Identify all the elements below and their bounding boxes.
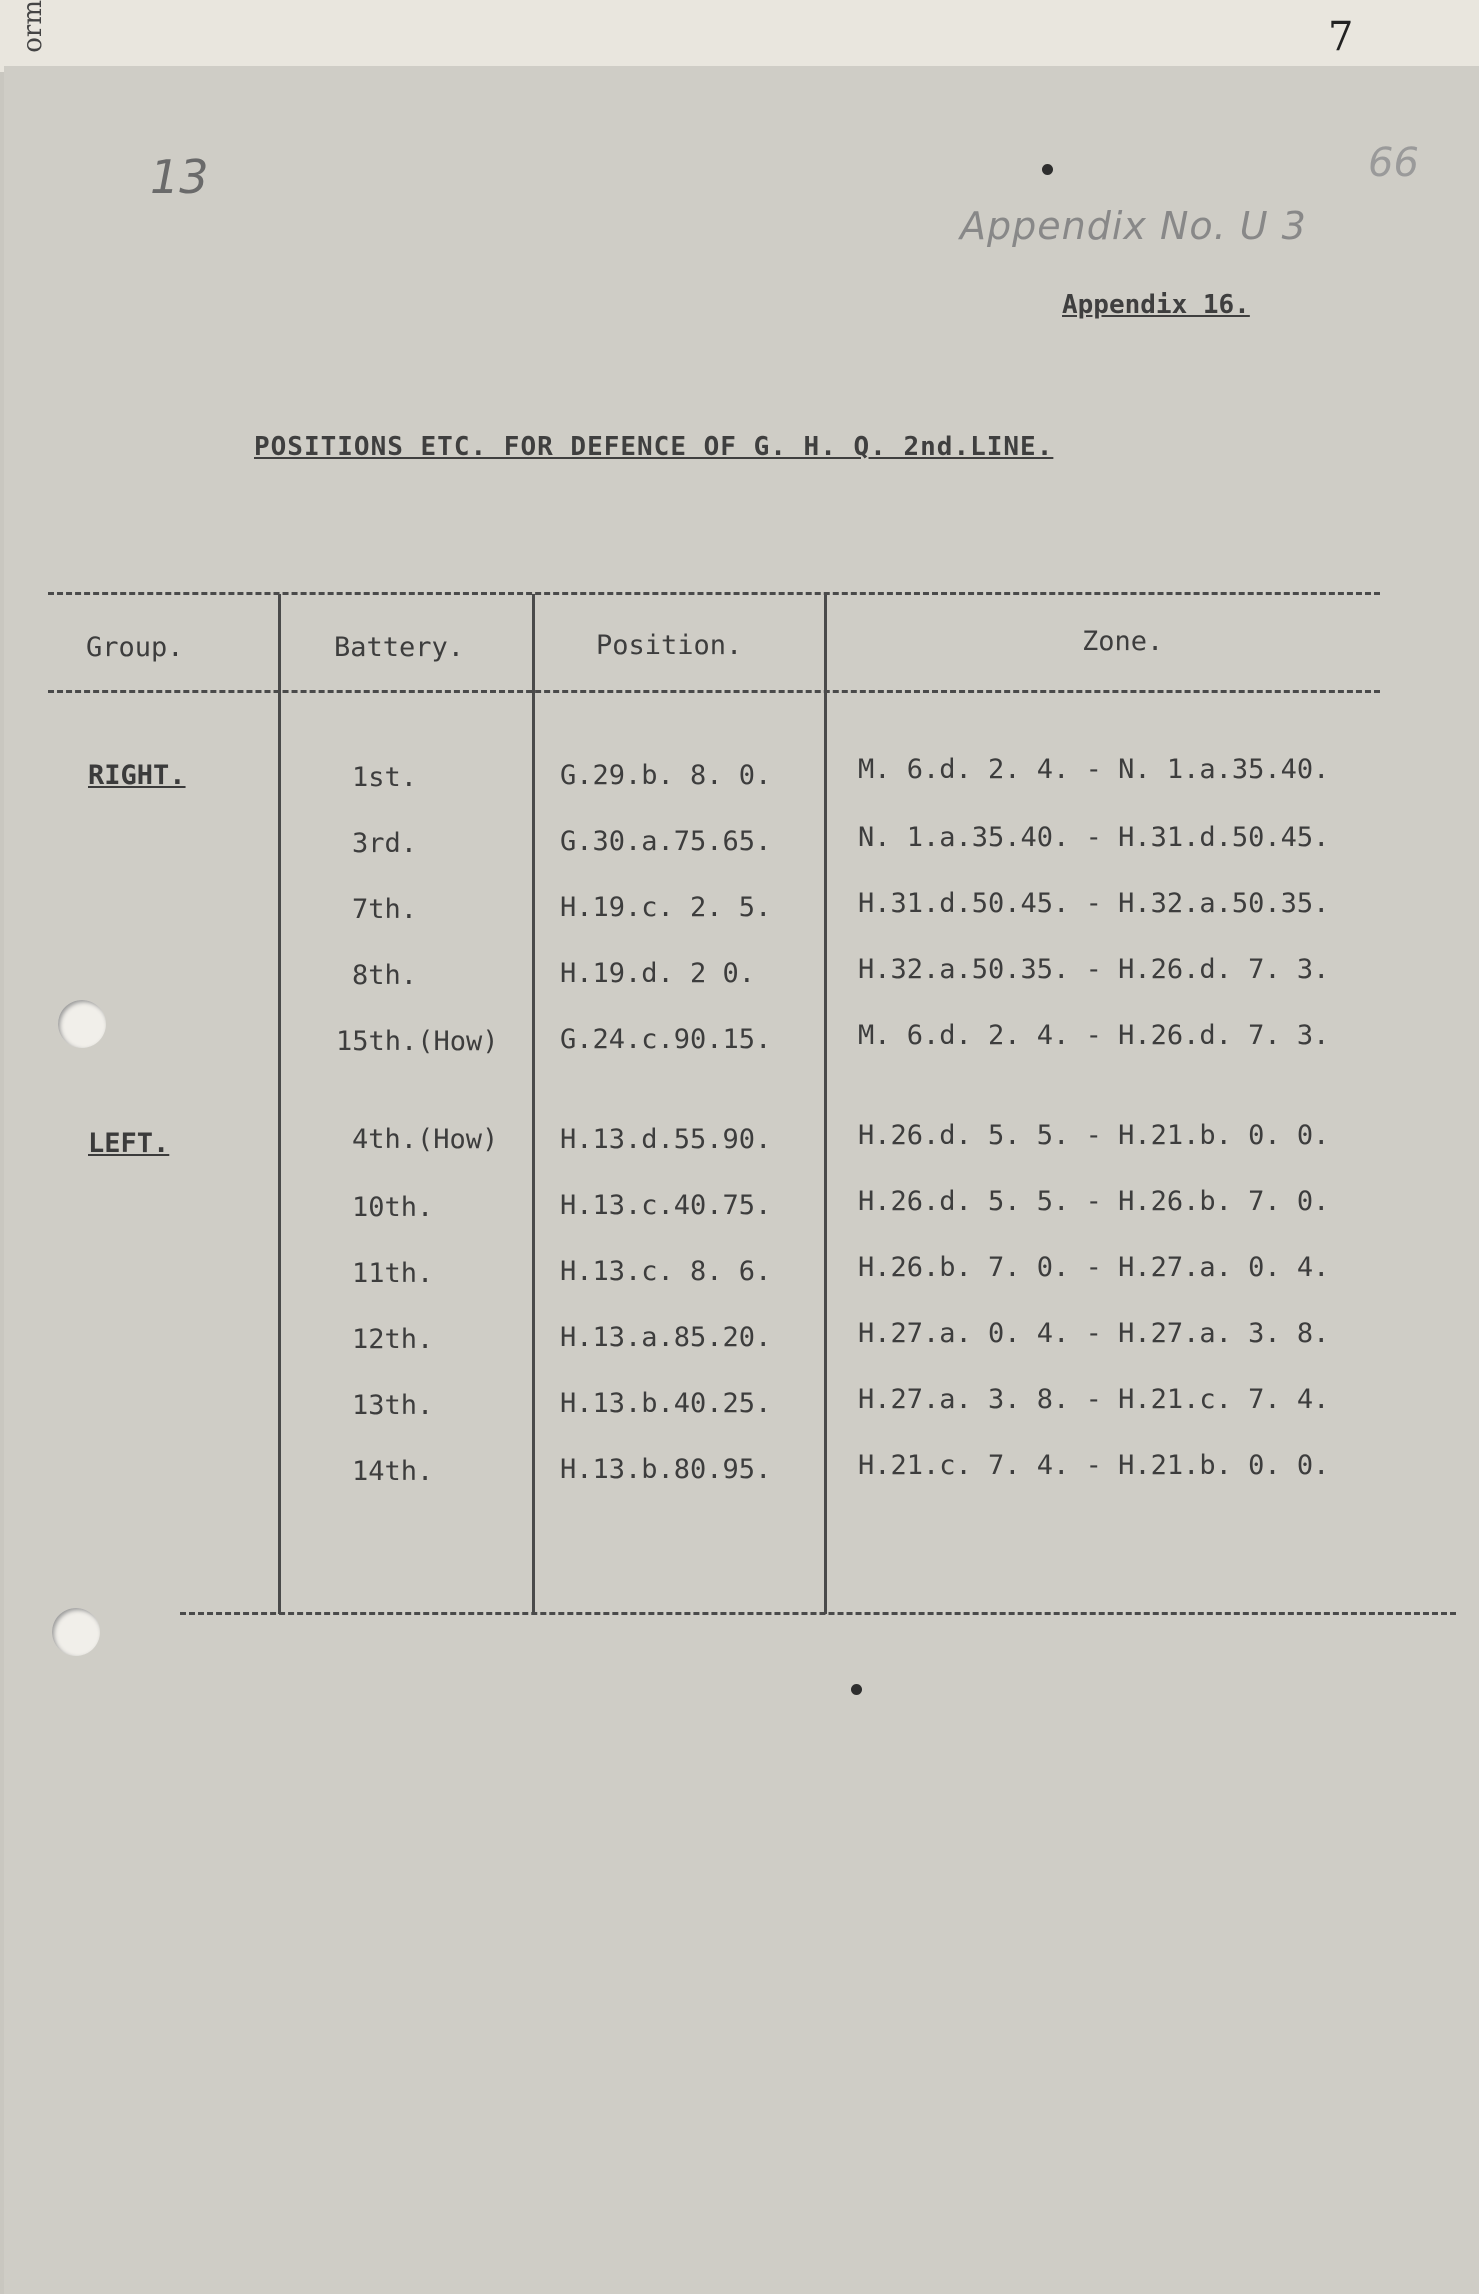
position-cell: H.19.d. 2 0. bbox=[560, 958, 756, 989]
position-cell: H.13.b.40.25. bbox=[560, 1388, 772, 1419]
zone-cell: N. 1.a.35.40. - H.31.d.50.45. bbox=[858, 822, 1330, 853]
battery-cell: 14th. bbox=[352, 1456, 434, 1487]
battery-cell: 8th. bbox=[352, 960, 418, 991]
edge-text: orm bbox=[18, 0, 48, 53]
zone-cell: M. 6.d. 2. 4. - N. 1.a.35.40. bbox=[858, 754, 1330, 785]
position-cell: H.13.a.85.20. bbox=[560, 1322, 772, 1353]
typed-appendix-label: Appendix 16. bbox=[1062, 290, 1250, 320]
zone-cell: H.26.d. 5. 5. - H.21.b. 0. 0. bbox=[858, 1120, 1330, 1151]
position-cell: H.13.b.80.95. bbox=[560, 1454, 772, 1485]
group-label-left: LEFT. bbox=[88, 1128, 170, 1159]
ink-dot bbox=[851, 1684, 862, 1695]
table-header-rule bbox=[48, 690, 1380, 693]
battery-cell: 12th. bbox=[352, 1324, 434, 1355]
header-battery: Battery. bbox=[334, 632, 465, 663]
header-position: Position. bbox=[596, 630, 743, 661]
position-cell: H.13.c.40.75. bbox=[560, 1190, 772, 1221]
punch-hole bbox=[52, 1608, 100, 1656]
document-title: POSITIONS ETC. FOR DEFENCE OF G. H. Q. 2nd.LINE. bbox=[254, 432, 1054, 462]
zone-cell: H.27.a. 3. 8. - H.21.c. 7. 4. bbox=[858, 1384, 1330, 1415]
zone-cell: H.21.c. 7. 4. - H.21.b. 0. 0. bbox=[858, 1450, 1330, 1481]
table-bottom-rule bbox=[180, 1612, 1456, 1615]
zone-cell: H.26.b. 7. 0. - H.27.a. 0. 4. bbox=[858, 1252, 1330, 1283]
position-cell: G.30.a.75.65. bbox=[560, 826, 772, 857]
position-cell: G.24.c.90.15. bbox=[560, 1024, 772, 1055]
battery-cell: 15th.(How) bbox=[336, 1026, 499, 1057]
column-divider bbox=[278, 594, 281, 1614]
table-top-rule bbox=[48, 592, 1380, 595]
punch-hole bbox=[58, 1000, 106, 1048]
handwritten-appendix-label: Appendix No. U 3 bbox=[960, 204, 1307, 248]
zone-cell: H.32.a.50.35. - H.26.d. 7. 3. bbox=[858, 954, 1330, 985]
battery-cell: 7th. bbox=[352, 894, 418, 925]
edge-mark: 7 bbox=[1328, 14, 1354, 60]
zone-cell: H.27.a. 0. 4. - H.27.a. 3. 8. bbox=[858, 1318, 1330, 1349]
battery-cell: 3rd. bbox=[352, 828, 418, 859]
position-cell: G.29.b. 8. 0. bbox=[560, 760, 772, 791]
battery-cell: 4th.(How) bbox=[352, 1124, 499, 1155]
column-divider bbox=[824, 594, 827, 1614]
handwritten-page-number: 13 bbox=[150, 150, 209, 204]
faint-corner-number: 66 bbox=[1368, 140, 1419, 186]
underlying-sheet-edge bbox=[0, 0, 1479, 72]
battery-cell: 13th. bbox=[352, 1390, 434, 1421]
ink-dot bbox=[1042, 164, 1053, 175]
zone-cell: H.31.d.50.45. - H.32.a.50.35. bbox=[858, 888, 1330, 919]
zone-cell: H.26.d. 5. 5. - H.26.b. 7. 0. bbox=[858, 1186, 1330, 1217]
header-zone: Zone. bbox=[1082, 626, 1164, 657]
document-sheet bbox=[4, 66, 1479, 2294]
battery-cell: 11th. bbox=[352, 1258, 434, 1289]
battery-cell: 1st. bbox=[352, 762, 418, 793]
position-cell: H.13.d.55.90. bbox=[560, 1124, 772, 1155]
position-cell: H.19.c. 2. 5. bbox=[560, 892, 772, 923]
column-divider bbox=[532, 594, 535, 1614]
zone-cell: M. 6.d. 2. 4. - H.26.d. 7. 3. bbox=[858, 1020, 1330, 1051]
position-cell: H.13.c. 8. 6. bbox=[560, 1256, 772, 1287]
battery-cell: 10th. bbox=[352, 1192, 434, 1223]
group-label-right: RIGHT. bbox=[88, 760, 186, 791]
header-group: Group. bbox=[86, 632, 184, 663]
